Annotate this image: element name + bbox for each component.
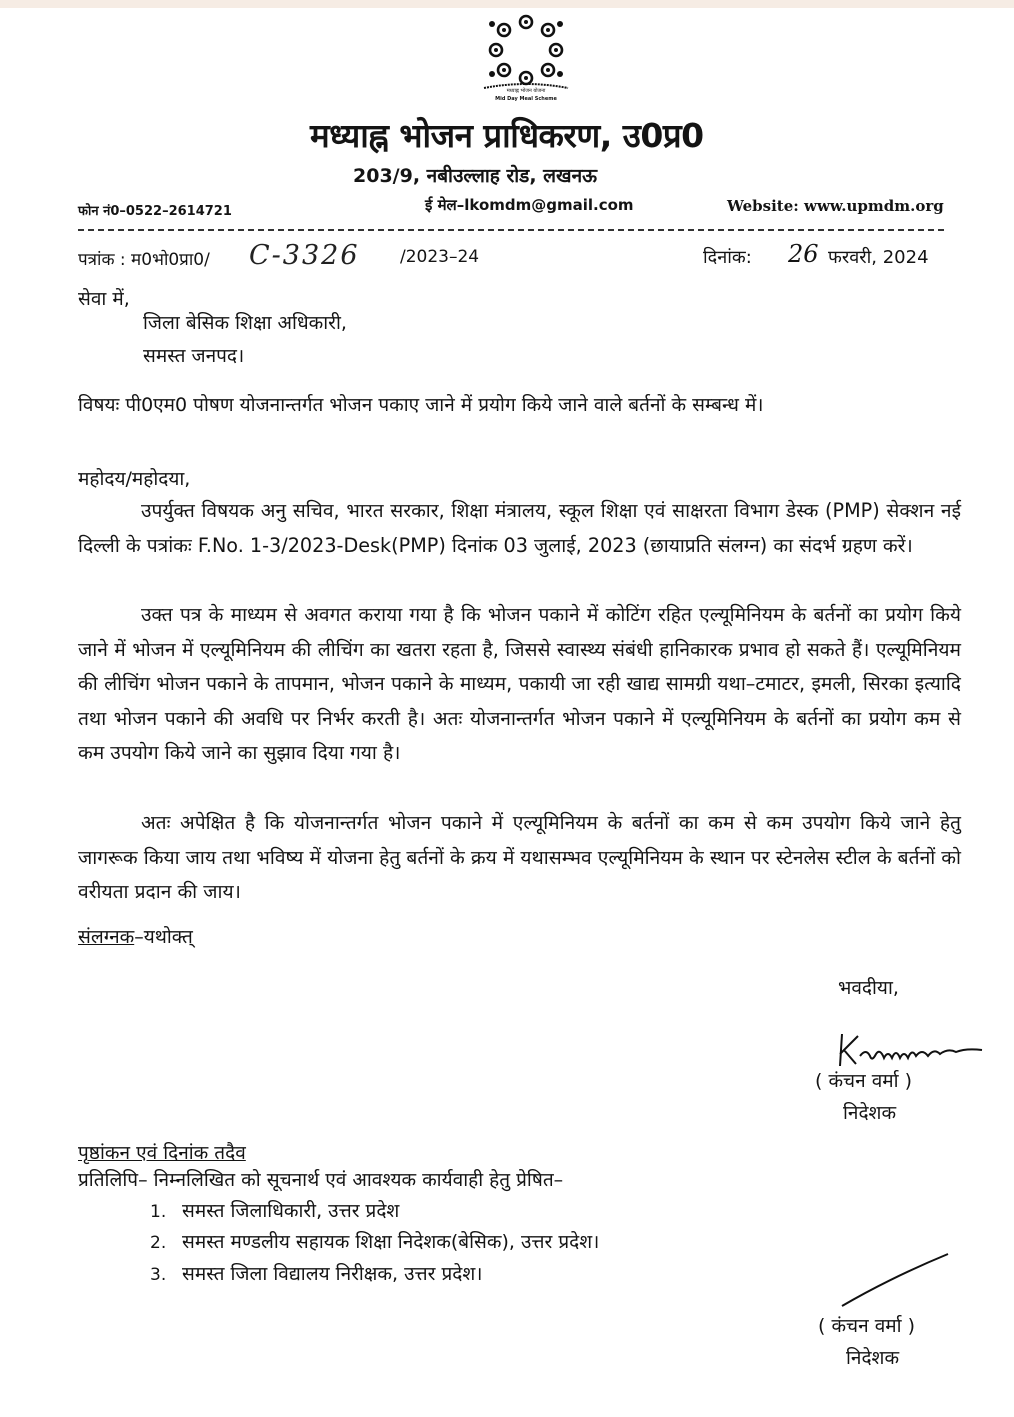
body-paragraph-2: उक्त पत्र के माध्यम से अवगत कराया गया है कि भोजन पकाने में कोटिंग रहित एल्यूमिनियम के बर्तनों का प्रयोग किये जाने में भोजन में एल्यूमिनियम की लीचिंग का खतरा रहता है, जिससे स्वास्थ्य संबंधी हानिकारक प्रभाव हो सकते हैं। एल्यूमिनियम की लीचिंग भोजन पकाने के तापमान, भोजन पकाने के माध्यम, पकायी जा रही खाद्य सामग्री यथा–टमाटर, इमली, सिरका इत्यादि तथा भोजन पकाने की अवधि पर निर्भर करती है। अतः योजनान्तर्गत भोजन पकाने में एल्यूमिनियम के बर्तनों का प्रयोग कम से कम उपयोग किये जाने का सुझाव दिया गया है। xyxy=(78,603,961,764)
recipient-text: समस्त मण्डलीय सहायक शिक्षा निदेशक(बेसिक), उत्तर प्रदेश। xyxy=(182,1231,600,1253)
website-address: Website: www.upmdm.org xyxy=(727,197,944,215)
body-paragraph-3: अतः अपेक्षित है कि योजनान्तर्गत भोजन पकाने में एल्यूमिनियम के बर्तनों का कम से कम उपयोग किये जाने हेतु जागरूक किया जाय तथा भविष्य में योजना हेतु बर्तनों के क्रय में यथासम्भव एल्यूमिनियम के स्थान पर स्टेनलेस स्टील के बर्तनों को वरीयता प्रदान की जाय। xyxy=(78,811,961,903)
phone-number: फोन नं0–0522–2614721 xyxy=(78,204,232,219)
date-day-handwritten: 26 xyxy=(788,240,819,268)
logo-caption-english: Mid Day Meal Scheme xyxy=(495,96,557,102)
recipient-number: 2. xyxy=(150,1233,167,1253)
organization-name: मध्याह्न भोजन प्राधिकरण, उ0प्र0 xyxy=(310,116,704,155)
reference-year: /2023–24 xyxy=(400,247,480,267)
copy-recipient xyxy=(150,1228,599,1254)
recipient-text: समस्त जिला विद्यालय निरीक्षक, उत्तर प्रदेश। xyxy=(182,1263,483,1285)
addressee-prefix: सेवा में, xyxy=(78,288,130,310)
subject-line: विषयः पी0एम0 पोषण योजनान्तर्गत भोजन पकाए जाने में प्रयोग किये जाने वाले बर्तनों के सम्बन्ध में। xyxy=(78,394,764,416)
reference-label: पत्रांक : म0भो0प्रा0/ xyxy=(78,250,210,270)
recipient-number: 3. xyxy=(150,1265,167,1285)
addressee-district: समस्त जनपद। xyxy=(143,345,245,367)
addressee-title: जिला बेसिक शिक्षा अधिकारी, xyxy=(143,312,347,334)
reference-number-handwritten: C-3326 xyxy=(249,240,360,271)
salutation: महोदय/महोदया, xyxy=(78,468,191,490)
signatory-name: ( कंचन वर्मा ) xyxy=(815,1070,912,1092)
signatory-designation: निदेशक xyxy=(843,1102,897,1124)
top-margin-strip xyxy=(0,0,1014,8)
logo-caption-hindi: मध्याह्न भोजन योजना xyxy=(506,88,546,94)
enclosure-label: संलग्नक xyxy=(78,926,135,948)
recipient-text: समस्त जिलाधिकारी, उत्तर प्रदेश xyxy=(182,1200,400,1222)
signatory-designation-2: निदेशक xyxy=(846,1347,900,1369)
recipient-number: 1. xyxy=(150,1202,167,1222)
initial-stroke-signature-icon xyxy=(830,1248,955,1308)
date-month-year: फरवरी, 2024 xyxy=(828,247,929,268)
copy-recipient xyxy=(150,1260,482,1286)
body-paragraph-1: उपर्युक्त विषयक अनु सचिव, भारत सरकार, शिक्षा मंत्रालय, स्कूल शिक्षा एवं साक्षरता विभाग डेस्क (PMP) सेक्शन नई दिल्ली के पत्रांकः F.No. 1-3/2023-Desk(PMP) दिनांक 03 जुलाई, 2023 (छायाप्रति संलग्न) का संदर्भ ग्रहण करें। xyxy=(78,499,961,557)
organization-address: 203/9, नबीउल्लाह रोड, लखनऊ xyxy=(353,165,598,187)
closing-word: भवदीया, xyxy=(838,977,899,999)
endorsement-heading: पृष्ठांकन एवं दिनांक तदैव xyxy=(78,1142,246,1164)
enclosure-value: –यथोक्त् xyxy=(134,926,193,948)
copy-to-line: प्रतिलिपि– निम्नलिखित को सूचनार्थ एवं आवश्यक कार्यवाही हेतु प्रेषित– xyxy=(78,1169,564,1191)
letterhead-divider xyxy=(78,229,944,231)
email-address: ई मेल–lkomdm@gmail.com xyxy=(425,196,634,214)
date-label: दिनांक: xyxy=(703,247,752,268)
enclosure-note xyxy=(78,920,193,954)
copy-recipient xyxy=(150,1197,399,1223)
handwritten-signature-icon xyxy=(836,1030,986,1070)
signatory-name-2: ( कंचन वर्मा ) xyxy=(818,1315,915,1337)
